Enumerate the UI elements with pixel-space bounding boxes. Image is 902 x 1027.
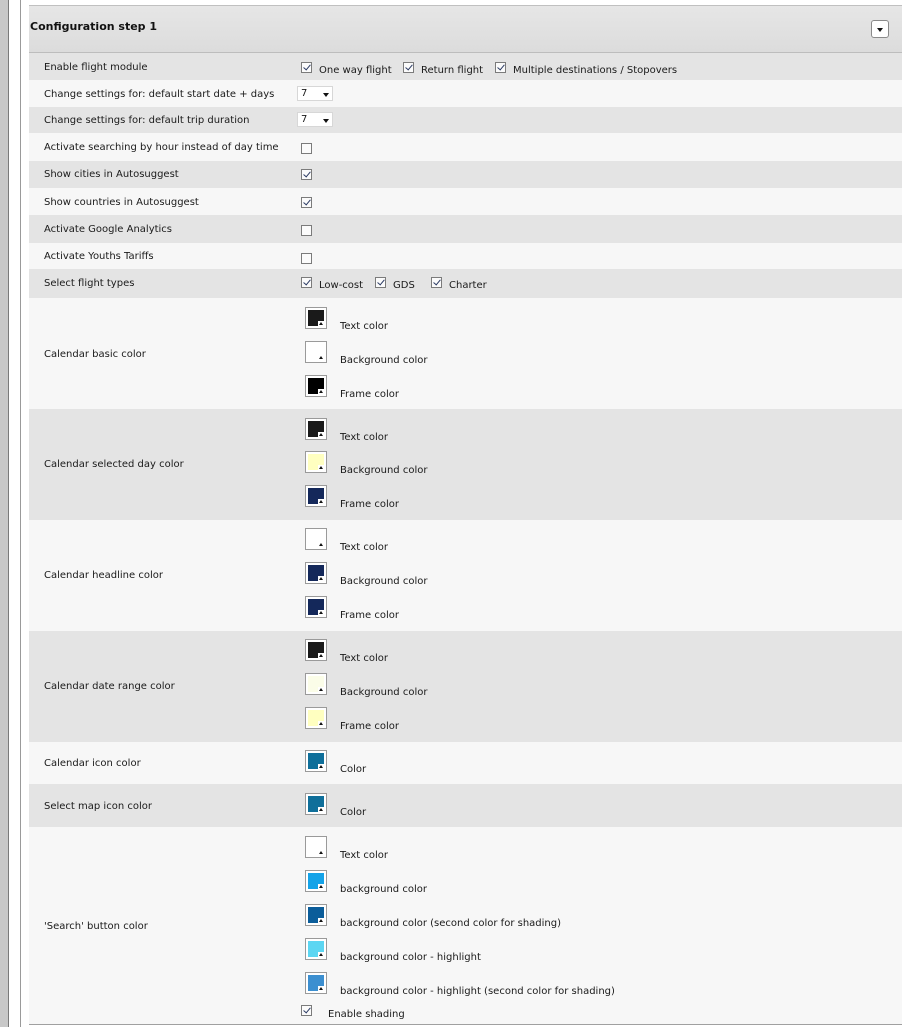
- swatch-arrow-icon: [318, 807, 325, 812]
- row-show-cities: [29, 161, 902, 188]
- row-calendar-date-range-color: [29, 631, 902, 742]
- row-show-countries: [29, 188, 902, 215]
- swatch-arrow-icon: [318, 610, 325, 615]
- swatch-arrow-icon: [318, 542, 325, 547]
- swatch-arrow-icon: [318, 499, 325, 504]
- search-by-hour-checkbox[interactable]: [301, 143, 312, 154]
- option-label: Multiple destinations / Stopovers: [513, 65, 678, 76]
- option-label: One way flight: [319, 65, 392, 76]
- return-flight-checkbox[interactable]: [403, 62, 414, 73]
- swatch-arrow-icon: [318, 764, 325, 769]
- color-picker-swatch[interactable]: [305, 639, 327, 661]
- row-enable-flight-module: [29, 53, 902, 80]
- swatch-arrow-icon: [318, 884, 325, 889]
- swatch-label: Text color: [340, 542, 389, 553]
- swatch-arrow-icon: [318, 355, 325, 360]
- swatch-arrow-icon: [318, 850, 325, 855]
- swatch-arrow-icon: [318, 389, 325, 394]
- swatch-arrow-icon: [318, 576, 325, 581]
- row-label: Show cities in Autosuggest: [44, 169, 179, 180]
- row-google-analytics: [29, 215, 902, 243]
- row-label: Select flight types: [44, 278, 135, 289]
- color-picker-swatch[interactable]: [305, 972, 327, 994]
- swatch-label: background color (second color for shading): [340, 918, 561, 929]
- row-search-by-hour: [29, 133, 902, 161]
- configuration-panel: [29, 0, 902, 1027]
- swatch-arrow-icon: [318, 432, 325, 437]
- enable-shading-checkbox[interactable]: [301, 1005, 312, 1016]
- row-start-date-days: [29, 80, 902, 107]
- swatch-label: Text color: [340, 653, 389, 664]
- trip-duration-select[interactable]: [297, 112, 333, 127]
- color-picker-swatch[interactable]: [305, 341, 327, 363]
- row-label: Select map icon color: [44, 801, 152, 812]
- row-trip-duration: [29, 107, 902, 133]
- row-calendar-basic-color: [29, 298, 902, 409]
- youths-tariffs-checkbox[interactable]: [301, 253, 312, 264]
- row-calendar-selected-day-color: [29, 409, 902, 520]
- row-flight-types: [29, 269, 902, 298]
- panel-bottom-border: [29, 1024, 902, 1025]
- row-search-button-color: [29, 827, 902, 1024]
- google-analytics-checkbox[interactable]: [301, 225, 312, 236]
- start-date-days-select[interactable]: [297, 86, 333, 101]
- multiple-destinations-checkbox[interactable]: [495, 62, 506, 73]
- row-label: Calendar icon color: [44, 758, 141, 769]
- swatch-label: Frame color: [340, 499, 399, 510]
- select-value: 7: [301, 88, 308, 99]
- gds-checkbox[interactable]: [375, 277, 386, 288]
- swatch-arrow-icon: [318, 465, 325, 470]
- panel-title: Configuration step 1: [30, 20, 158, 33]
- swatch-label: Text color: [340, 321, 389, 332]
- swatch-arrow-icon: [318, 653, 325, 658]
- row-label: Enable flight module: [44, 62, 148, 73]
- row-calendar-headline-color: [29, 520, 902, 631]
- row-label: Change settings for: default trip duration: [44, 115, 250, 126]
- swatch-label: Frame color: [340, 389, 399, 400]
- color-picker-swatch[interactable]: [305, 528, 327, 550]
- color-picker-swatch[interactable]: [305, 485, 327, 507]
- swatch-label: background color - highlight: [340, 952, 481, 963]
- color-picker-swatch[interactable]: [305, 904, 327, 926]
- swatch-label: background color: [340, 884, 427, 895]
- swatch-label: Color: [340, 807, 367, 818]
- option-label: Enable shading: [328, 1009, 405, 1020]
- swatch-arrow-icon: [318, 952, 325, 957]
- color-picker-swatch[interactable]: [305, 793, 327, 815]
- swatch-label: Background color: [340, 687, 428, 698]
- row-label: Activate Google Analytics: [44, 224, 173, 235]
- row-label: 'Search' button color: [44, 921, 148, 932]
- option-label: GDS: [393, 280, 415, 291]
- swatch-label: Background color: [340, 355, 428, 366]
- charter-checkbox[interactable]: [431, 277, 442, 288]
- row-label: Calendar headline color: [44, 570, 163, 581]
- swatch-label: Text color: [340, 850, 389, 861]
- row-label: Calendar date range color: [44, 681, 175, 692]
- row-youths-tariffs: [29, 243, 902, 269]
- row-label: Activate searching by hour instead of day time: [44, 142, 279, 153]
- row-label: Calendar selected day color: [44, 459, 184, 470]
- option-label: Charter: [449, 280, 487, 291]
- option-label: Return flight: [421, 65, 484, 76]
- color-picker-swatch[interactable]: [305, 451, 327, 473]
- swatch-label: Color: [340, 764, 367, 775]
- color-picker-swatch[interactable]: [305, 562, 327, 584]
- panel-header: [29, 6, 902, 53]
- color-picker-swatch[interactable]: [305, 375, 327, 397]
- color-picker-swatch[interactable]: [305, 418, 327, 440]
- swatch-label: Text color: [340, 432, 389, 443]
- swatch-label: Frame color: [340, 721, 399, 732]
- chevron-down-icon: [323, 93, 329, 97]
- show-countries-checkbox[interactable]: [301, 197, 312, 208]
- swatch-arrow-icon: [318, 721, 325, 726]
- left-divider: [20, 0, 21, 1027]
- swatch-label: Frame color: [340, 610, 399, 621]
- color-picker-swatch[interactable]: [305, 707, 327, 729]
- swatch-arrow-icon: [318, 687, 325, 692]
- color-picker-swatch[interactable]: [305, 938, 327, 960]
- swatch-label: background color - highlight (second color for shading): [340, 986, 615, 997]
- color-picker-swatch[interactable]: [305, 836, 327, 858]
- chevron-down-icon: [323, 119, 329, 123]
- row-label: Activate Youths Tariffs: [44, 251, 154, 262]
- color-picker-swatch[interactable]: [305, 870, 327, 892]
- color-picker-swatch[interactable]: [305, 750, 327, 772]
- swatch-label: Background color: [340, 576, 428, 587]
- row-label: Change settings for: default start date + days: [44, 89, 275, 100]
- color-picker-swatch[interactable]: [305, 307, 327, 329]
- window-left-border: [0, 0, 9, 1027]
- row-label: Calendar basic color: [44, 349, 146, 360]
- low-cost-checkbox[interactable]: [301, 277, 312, 288]
- swatch-arrow-icon: [318, 986, 325, 991]
- swatch-label: Background color: [340, 465, 428, 476]
- swatch-arrow-icon: [318, 321, 325, 326]
- one-way-flight-checkbox[interactable]: [301, 62, 312, 73]
- row-label: Show countries in Autosuggest: [44, 197, 199, 208]
- swatch-arrow-icon: [318, 918, 325, 923]
- option-label: Low-cost: [319, 280, 364, 291]
- settings-table: [29, 53, 902, 1024]
- row-calendar-icon-color: [29, 742, 902, 784]
- row-map-icon-color: [29, 784, 902, 827]
- show-cities-checkbox[interactable]: [301, 169, 312, 180]
- collapse-dropdown-button[interactable]: [871, 20, 889, 38]
- color-picker-swatch[interactable]: [305, 596, 327, 618]
- select-value: 7: [301, 114, 308, 125]
- color-picker-swatch[interactable]: [305, 673, 327, 695]
